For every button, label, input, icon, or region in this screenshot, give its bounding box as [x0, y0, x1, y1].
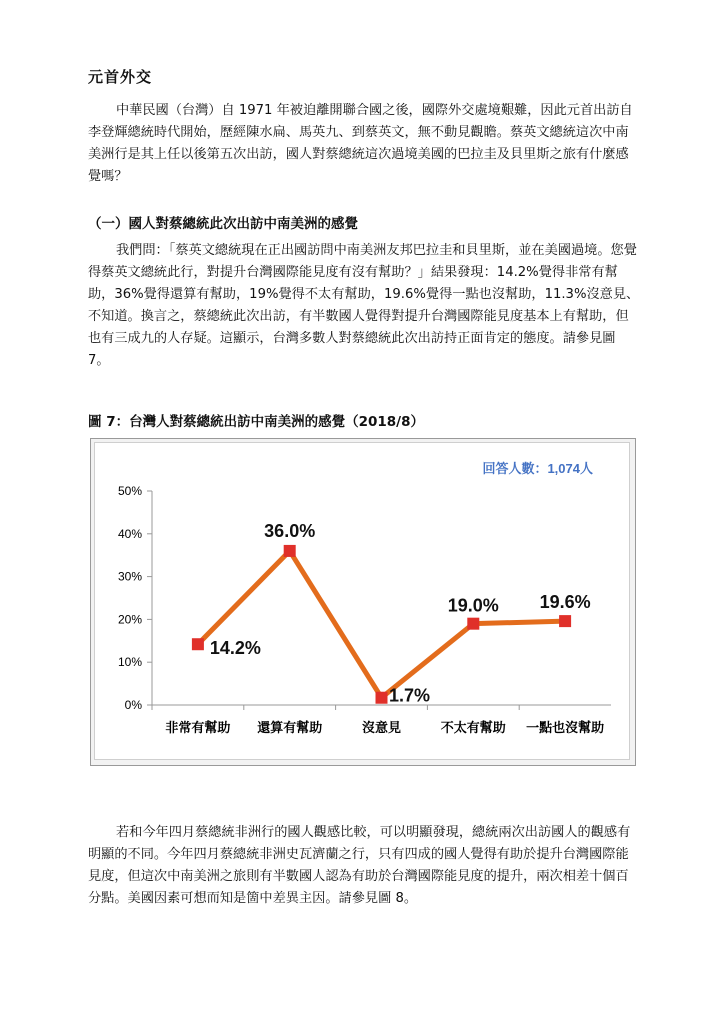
x-tick-label: 還算有幫助 — [257, 720, 323, 735]
data-point-marker — [192, 638, 204, 650]
data-value-label: 19.0% — [447, 595, 499, 616]
data-value-label: 19.6% — [539, 592, 591, 613]
subsection-title: （一）國人對蔡總統此次出訪中南美洲的感覺 — [88, 216, 358, 232]
data-point-marker — [284, 545, 296, 557]
y-tick-label: 30% — [117, 569, 142, 584]
x-tick-label: 一點也沒幫助 — [526, 720, 605, 735]
x-tick-label: 不太有幫助 — [440, 720, 506, 735]
y-tick-label: 20% — [117, 612, 142, 627]
intro-paragraph: 中華民國（台灣）自 1971 年被迫離開聯合國之後，國際外交處境艱難，因此元首出訪自李登輝總統時代開始，歷經陳水扁、馬英九、到蔡英文，無不動見觀瞻。蔡英文總統這次中南美洲行是其上任以後第五次出訪，國人對蔡總統這次過境美國的巴拉圭及貝里斯之旅有什麼感覺嗎？ — [88, 103, 633, 184]
y-tick-label: 40% — [117, 526, 142, 541]
chart-panel — [94, 442, 630, 760]
y-tick-label: 10% — [117, 655, 142, 670]
x-tick-label: 非常有幫助 — [165, 720, 231, 735]
y-tick-label: 0% — [124, 698, 142, 712]
closing-paragraph: 若和今年四月蔡總統非洲行的國人觀感比較，可以明顯發現，總統兩次出訪國人的觀感有明顯的不同。今年四月蔡總統非洲史瓦濟蘭之行，只有四成的國人覺得有助於提升台灣國際能見度，但這次中南美洲之旅則有半數國人認為有助於台灣國際能見度的提升，兩次相差十個百分點。美國因素可想而知是箇中差異主因。請參見圖 8。 — [88, 825, 631, 906]
data-point-marker — [467, 618, 479, 630]
y-tick-label: 50% — [117, 484, 142, 498]
x-tick-label: 沒意見 — [361, 720, 402, 735]
section-title: 元首外交 — [88, 68, 153, 86]
data-point-marker — [376, 692, 388, 704]
figure-title: 圖 7：台灣人對蔡總統出訪中南美洲的感覺（2018/8） — [88, 414, 424, 430]
chart-frame — [90, 438, 636, 766]
data-value-label: 14.2% — [209, 638, 261, 659]
data-point-marker — [559, 615, 571, 627]
line-chart — [95, 443, 629, 759]
respondent-count-annotation: 回答人數：1,074人 — [482, 461, 593, 476]
data-value-label: 36.0% — [264, 520, 316, 541]
data-value-label: 1.7% — [388, 685, 431, 706]
finding-paragraph: 我們問：「蔡英文總統現在正出國訪問中南美洲友邦巴拉圭和貝里斯，並在美國過境。您覺得蔡英文總統此行，對提升台灣國際能見度有沒有幫助？」結果發現：14.2%覺得非常有幫助，36%覺得還算有幫助，19%覺得不太有幫助，19.6%覺得一點也沒幫助，11.3%沒意見、不知道。換言之，蔡總統此次出訪，有半數國人覺得對提升台灣國際能見度基本上有幫助，但也有三成九的人存疑。這顯示，台灣多數人對蔡總統此次出訪持正面肯定的態度。請參見圖 7。 — [88, 243, 640, 368]
series-line — [198, 551, 565, 698]
